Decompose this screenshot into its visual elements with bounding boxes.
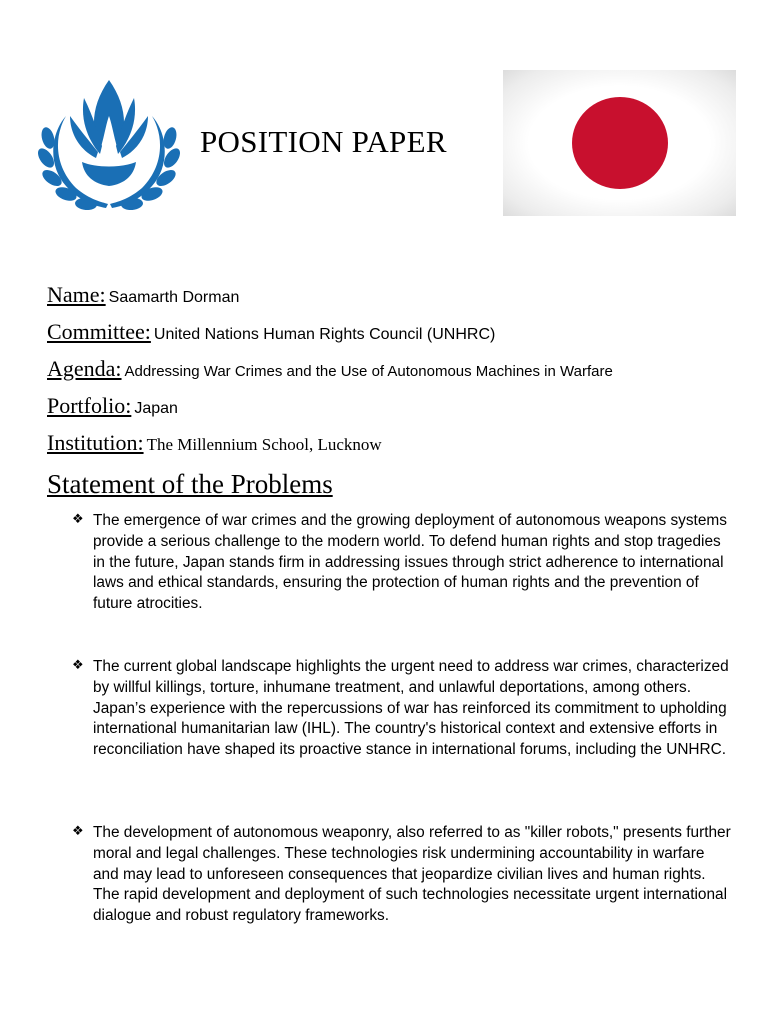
bullet-diamond-icon: ❖ bbox=[72, 824, 84, 839]
bullet-diamond-icon: ❖ bbox=[72, 658, 84, 673]
field-institution-value: The Millennium School, Lucknow bbox=[146, 435, 382, 454]
field-portfolio bbox=[47, 393, 178, 419]
bullet-diamond-icon: ❖ bbox=[72, 512, 84, 527]
un-human-rights-emblem-icon bbox=[36, 76, 182, 214]
field-name-label: Name: bbox=[47, 282, 106, 307]
flag-red-disc bbox=[572, 97, 668, 189]
list-item bbox=[72, 823, 732, 927]
list-item bbox=[72, 657, 732, 761]
list-item-text: The current global landscape highlights the urgent need to address war crimes, characterized by willful killings, torture, inhumane treatment, and unlawful deportations, among others. Japan’s experience with the repercussions of war has reinforced its commitment to upholding international humanitarian law (IHL). The country's historical context and extensive efforts in reconciliation have shaped its proactive stance in international forums, including the UNHRC. bbox=[93, 658, 729, 759]
field-name bbox=[47, 282, 239, 308]
field-committee bbox=[47, 319, 495, 345]
page-title: POSITION PAPER bbox=[200, 124, 447, 159]
list-item bbox=[72, 511, 732, 615]
field-committee-value: United Nations Human Rights Council (UNHRC) bbox=[153, 326, 496, 343]
field-portfolio-label: Portfolio: bbox=[47, 393, 132, 418]
field-institution-label: Institution: bbox=[47, 430, 144, 455]
field-agenda-value: Addressing War Crimes and the Use of Autonomous Machines in Warfare bbox=[124, 363, 613, 380]
field-institution bbox=[47, 430, 382, 456]
japan-flag-icon bbox=[503, 70, 736, 216]
field-name-value: Saamarth Dorman bbox=[108, 289, 240, 306]
field-committee-label: Committee: bbox=[47, 319, 151, 344]
field-agenda-label: Agenda: bbox=[47, 356, 122, 381]
field-agenda bbox=[47, 356, 613, 382]
field-portfolio-value: Japan bbox=[134, 400, 178, 417]
list-item-text: The development of autonomous weaponry, also referred to as "killer robots," presents further moral and legal challenges. These technologies risk undermining accountability in warfare and may lead to unforeseen consequences that jeopardize civilian lives and human rights. The rapid development and deployment of such technologies necessitate urgent international dialogue and robust regulatory frameworks. bbox=[93, 824, 731, 925]
section-heading: Statement of the Problems bbox=[47, 469, 333, 499]
list-item-text: The emergence of war crimes and the growing deployment of autonomous weapons systems provide a serious challenge to the modern world. To defend human rights and stop tragedies in the future, Japan stands firm in addressing issues through strict adherence to international laws and ethical standards, ensuring the protection of human rights and the prevention of future atrocities. bbox=[93, 512, 727, 613]
